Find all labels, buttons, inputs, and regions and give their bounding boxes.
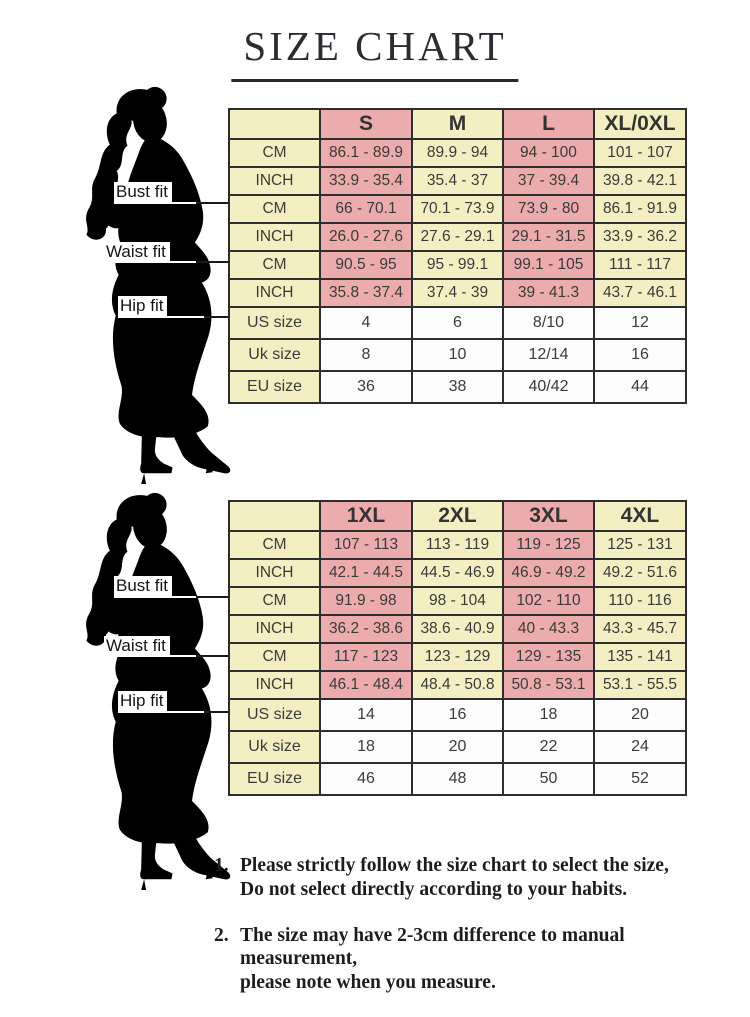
value-cell: 50.8 - 53.1 [503,671,594,699]
size-header-cell: XL/0XL [594,109,686,139]
leader-line [114,596,196,598]
value-cell: 22 [503,731,594,763]
table-row [229,531,686,559]
value-cell: 8/10 [503,307,594,339]
table-row [229,587,686,615]
row-label-cell: INCH [229,559,320,587]
size-header-cell: M [412,109,503,139]
fit-label-bust-2: Bust fit [114,576,172,596]
value-cell: 10 [412,339,503,371]
note-line: Do not select directly according to your habits. [240,879,628,900]
leader-line [196,596,229,598]
size-header-cell: 1XL [320,501,412,531]
value-cell: 36.2 - 38.6 [320,615,412,643]
value-cell: 135 - 141 [594,643,686,671]
value-cell: 8 [320,339,412,371]
note-line: Please strictly follow the size chart to select the size, [240,855,669,876]
value-cell: 107 - 113 [320,531,412,559]
table-row [229,699,686,731]
leader-line [196,655,229,657]
leader-line [118,711,204,713]
value-cell: 46 [320,763,412,795]
leader-line [196,202,229,204]
row-label-cell: Uk size [229,339,320,371]
note-number: 1. [214,855,229,876]
table-row [229,139,686,167]
note-item-1 [214,854,744,902]
value-cell: 16 [412,699,503,731]
leader-line [114,202,196,204]
value-cell: 117 - 123 [320,643,412,671]
value-cell: 12/14 [503,339,594,371]
row-label-cell: INCH [229,671,320,699]
value-cell: 53.1 - 55.5 [594,671,686,699]
value-cell: 18 [320,731,412,763]
leader-line [204,711,229,713]
value-cell: 86.1 - 91.9 [594,195,686,223]
fit-label-waist-2: Waist fit [104,636,170,656]
size-header-cell: L [503,109,594,139]
row-label-cell: US size [229,699,320,731]
value-cell: 66 - 70.1 [320,195,412,223]
size-header-cell: 3XL [503,501,594,531]
row-label-cell: INCH [229,615,320,643]
table-row [229,279,686,307]
table-row [229,731,686,763]
leader-line [204,316,229,318]
note-line: The size may have 2-3cm difference to manual measurement, [240,925,625,969]
value-cell: 113 - 119 [412,531,503,559]
woman-silhouette-1 [56,84,242,485]
value-cell: 50 [503,763,594,795]
table-row [229,223,686,251]
value-cell: 39 - 41.3 [503,279,594,307]
value-cell: 44.5 - 46.9 [412,559,503,587]
value-cell: 73.9 - 80 [503,195,594,223]
corner-cell [229,109,320,139]
value-cell: 94 - 100 [503,139,594,167]
value-cell: 27.6 - 29.1 [412,223,503,251]
value-cell: 16 [594,339,686,371]
table-row [229,671,686,699]
value-cell: 90.5 - 95 [320,251,412,279]
row-label-cell: Uk size [229,731,320,763]
table-row [229,643,686,671]
fit-label-waist-1: Waist fit [104,242,170,262]
table-header-row [229,501,686,531]
page-title: SIZE CHART [231,22,518,82]
row-label-cell: US size [229,307,320,339]
value-cell: 37.4 - 39 [412,279,503,307]
table-header-row [229,109,686,139]
leader-line [196,261,229,263]
value-cell: 111 - 117 [594,251,686,279]
value-cell: 20 [594,699,686,731]
value-cell: 40 - 43.3 [503,615,594,643]
value-cell: 6 [412,307,503,339]
value-cell: 110 - 116 [594,587,686,615]
value-cell: 4 [320,307,412,339]
value-cell: 44 [594,371,686,403]
note-item-2 [214,924,744,995]
value-cell: 14 [320,699,412,731]
value-cell: 48.4 - 50.8 [412,671,503,699]
row-label-cell: CM [229,195,320,223]
table-row [229,763,686,795]
note-text [240,854,669,902]
value-cell: 35.4 - 37 [412,167,503,195]
value-cell: 43.3 - 45.7 [594,615,686,643]
value-cell: 39.8 - 42.1 [594,167,686,195]
size-header-cell: 2XL [412,501,503,531]
value-cell: 24 [594,731,686,763]
value-cell: 29.1 - 31.5 [503,223,594,251]
value-cell: 123 - 129 [412,643,503,671]
size-table-regular [228,108,687,404]
size-table-plus [228,500,687,796]
row-label-cell: CM [229,139,320,167]
note-line: please note when you measure. [240,972,496,993]
value-cell: 46.9 - 49.2 [503,559,594,587]
value-cell: 91.9 - 98 [320,587,412,615]
table-row [229,307,686,339]
value-cell: 119 - 125 [503,531,594,559]
corner-cell [229,501,320,531]
value-cell: 40/42 [503,371,594,403]
row-label-cell: EU size [229,763,320,795]
table-row [229,615,686,643]
value-cell: 43.7 - 46.1 [594,279,686,307]
row-label-cell: INCH [229,223,320,251]
row-label-cell: INCH [229,279,320,307]
row-label-cell: INCH [229,167,320,195]
table-row [229,371,686,403]
value-cell: 35.8 - 37.4 [320,279,412,307]
value-cell: 125 - 131 [594,531,686,559]
value-cell: 101 - 107 [594,139,686,167]
value-cell: 99.1 - 105 [503,251,594,279]
value-cell: 129 - 135 [503,643,594,671]
table-row [229,195,686,223]
value-cell: 49.2 - 51.6 [594,559,686,587]
value-cell: 98 - 104 [412,587,503,615]
note-text [240,924,744,995]
fit-label-hip-2: Hip fit [118,691,167,711]
row-label-cell: CM [229,531,320,559]
value-cell: 102 - 110 [503,587,594,615]
value-cell: 33.9 - 36.2 [594,223,686,251]
table-row [229,339,686,371]
table-row [229,167,686,195]
value-cell: 42.1 - 44.5 [320,559,412,587]
value-cell: 12 [594,307,686,339]
value-cell: 26.0 - 27.6 [320,223,412,251]
note-number: 2. [214,925,229,946]
row-label-cell: CM [229,251,320,279]
row-label-cell: CM [229,587,320,615]
leader-line [118,316,204,318]
value-cell: 70.1 - 73.9 [412,195,503,223]
fit-label-hip-1: Hip fit [118,296,167,316]
value-cell: 18 [503,699,594,731]
notes-list [214,854,744,1017]
row-label-cell: CM [229,643,320,671]
value-cell: 46.1 - 48.4 [320,671,412,699]
row-label-cell: EU size [229,371,320,403]
size-header-cell: 4XL [594,501,686,531]
value-cell: 38 [412,371,503,403]
value-cell: 95 - 99.1 [412,251,503,279]
value-cell: 37 - 39.4 [503,167,594,195]
size-header-cell: S [320,109,412,139]
value-cell: 86.1 - 89.9 [320,139,412,167]
table-row [229,251,686,279]
value-cell: 52 [594,763,686,795]
value-cell: 20 [412,731,503,763]
value-cell: 33.9 - 35.4 [320,167,412,195]
fit-label-bust-1: Bust fit [114,182,172,202]
value-cell: 89.9 - 94 [412,139,503,167]
table-row [229,559,686,587]
value-cell: 36 [320,371,412,403]
value-cell: 48 [412,763,503,795]
value-cell: 38.6 - 40.9 [412,615,503,643]
